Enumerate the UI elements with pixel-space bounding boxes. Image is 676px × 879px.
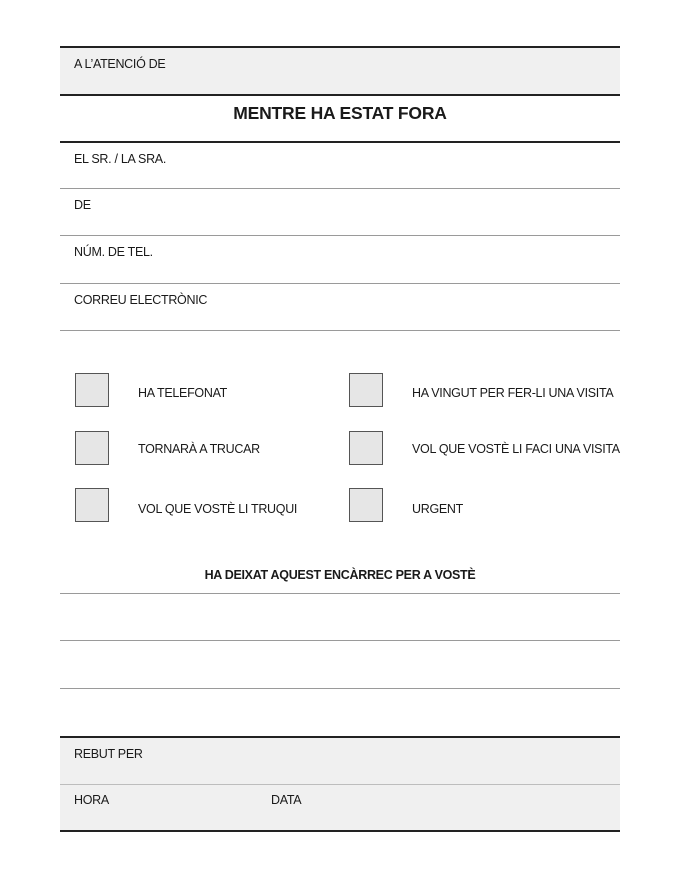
name-label: EL SR. / LA SRA. <box>74 152 167 166</box>
phone-label: NÚM. DE TEL. <box>74 245 153 259</box>
phone-field[interactable] <box>60 236 620 283</box>
called-label: HA TELEFONAT <box>138 386 228 400</box>
wants-call-label: VOL QUE VOSTÈ LI TRUQUI <box>138 502 298 516</box>
email-label: CORREU ELECTRÒNIC <box>74 293 208 307</box>
received-by-label: REBUT PER <box>74 747 143 761</box>
bottom-rule <box>60 830 620 832</box>
message-heading: HA DEIXAT AQUEST ENCÀRREC PER A VOSTÈ <box>204 568 476 582</box>
checkbox-visited[interactable] <box>349 373 383 407</box>
visited-label: HA VINGUT PER FER-LI UNA VISITA <box>412 386 614 400</box>
date-label: DATA <box>271 793 302 807</box>
page-title: MENTRE HA ESTAT FORA <box>233 103 447 123</box>
message-line-3 <box>60 688 620 689</box>
message-field-1[interactable] <box>60 594 620 640</box>
attention-label: A L’ATENCIÓ DE <box>74 57 166 71</box>
top-rule <box>60 46 620 48</box>
will-call-again-label: TORNARÀ A TRUCAR <box>138 442 260 456</box>
from-field[interactable] <box>60 189 620 235</box>
checkbox-will-call-again[interactable] <box>75 431 109 465</box>
message-field-2[interactable] <box>60 641 620 688</box>
title-top-rule <box>60 94 620 96</box>
urgent-label: URGENT <box>412 502 463 516</box>
checkbox-urgent[interactable] <box>349 488 383 522</box>
time-label: HORA <box>74 793 109 807</box>
email-rule <box>60 330 620 331</box>
checkbox-wants-call[interactable] <box>75 488 109 522</box>
checkbox-called[interactable] <box>75 373 109 407</box>
time-date-row[interactable] <box>60 785 620 830</box>
checkbox-wants-visit[interactable] <box>349 431 383 465</box>
from-label: DE <box>74 198 91 212</box>
bottom-block-top-rule <box>60 736 620 738</box>
email-field[interactable] <box>60 284 620 330</box>
wants-visit-label: VOL QUE VOSTÈ LI FACI UNA VISITA <box>412 442 620 456</box>
received-by-row[interactable] <box>60 737 620 784</box>
